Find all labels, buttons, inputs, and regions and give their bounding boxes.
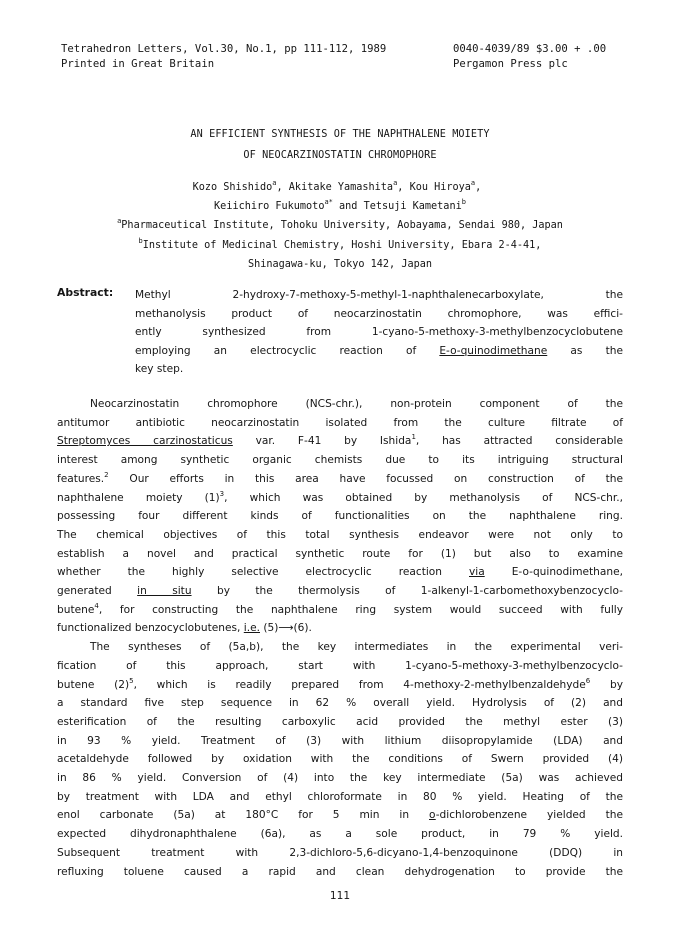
author-separator: , xyxy=(475,182,488,193)
text-line: Streptomyces carzinostaticus var. F-41 by Ishida$^1$, has attracted considerable xyxy=(57,433,624,448)
body-text xyxy=(57,395,623,881)
article-title xyxy=(0,124,680,166)
affiliation-b-sup: b xyxy=(138,236,143,245)
abstract-text xyxy=(135,286,623,379)
text-line: Neocarzinostatin chromophore (NCS-chr.), non-protein component of the xyxy=(90,398,623,410)
text-line: generated in situ by the thermolysis of 1-alkenyl-1-carbomethoxybenzocyclo- xyxy=(57,585,623,598)
text-line: establish a novel and practical synthetic route for (1) but also to examine xyxy=(57,547,623,560)
reference-mark: 4 xyxy=(94,601,99,610)
text-line: The syntheses of (5a,b), the key intermediates in the experimental veri- xyxy=(90,641,623,654)
affiliation-b-cont: Shinagawa-ku, Tokyo 142, Japan xyxy=(247,259,432,270)
abstract-line: methanolysis product of neocarzinostatin chromophore, was effici- xyxy=(135,307,623,320)
journal-line: Tetrahedron Letters, Vol.30, No.1, pp 111-112, 1989 xyxy=(61,43,387,55)
text-line: naphthalene moiety $(1)^3$, which was obtained by methanolysis of NCS-chr., xyxy=(57,489,624,504)
text-line: interest among synthetic organic chemists due to its intriguing structural xyxy=(57,454,623,467)
affiliation-a: Pharmaceutical Institute, Tohoku University, Aobayama, Sendai 980, Japan xyxy=(121,220,563,231)
text-line: expected dihydronaphthalene (6a), as a sole product, in 79 % yield. xyxy=(57,828,623,841)
affiliation-b: Institute of Medicinal Chemistry, Hoshi University, Ebara 2-4-41, xyxy=(142,239,542,251)
author-name: Kou Hiroya xyxy=(409,182,471,193)
text-line: features.$^2$ Our efforts in this area have focussed on construction of the xyxy=(57,470,623,485)
text-line: fication of this approach, start with 1-cyano-5-methoxy-3-methylbenzocyclo- xyxy=(57,659,623,672)
author-sup: a xyxy=(272,179,277,187)
author-sup: a* xyxy=(324,198,333,206)
abstract-line: ently synthesized from 1-cyano-5-methoxy-3-methylbenzocyclobutene xyxy=(135,326,623,338)
text-line: antitumor antibiotic neocarzinostatin isolated from the culture filtrate of xyxy=(57,416,623,429)
publisher-info xyxy=(453,42,606,72)
publisher-line: Pergamon Press plc xyxy=(453,58,568,70)
underlined-term: o xyxy=(429,809,436,822)
reference-mark: 2 xyxy=(104,470,109,479)
text-line: functionalized benzocyclobutenes, i.e. (5)⟶(6). xyxy=(57,622,312,635)
underlined-term: i.e. xyxy=(243,622,260,635)
abstract-line: employing an electrocyclic reaction of E-o-quinodimethane as the xyxy=(135,344,623,357)
abstract-label: Abstract: xyxy=(57,286,114,299)
reference-mark: 1 xyxy=(411,433,416,442)
author-name: Keiichiro Fukumoto xyxy=(214,201,325,212)
text-line: butene$^4$, for constructing the naphthalene ring system would succeed with fully xyxy=(57,601,623,616)
reference-mark: 6 xyxy=(585,676,591,685)
title-line-1: AN EFFICIENT SYNTHESIS OF THE NAPHTHALENE MOIETY xyxy=(190,129,490,140)
author-sup: b xyxy=(461,198,466,206)
reference-mark: 5 xyxy=(129,676,134,685)
affiliation-a-sup: a xyxy=(117,217,122,225)
author-separator: , xyxy=(397,182,410,193)
text-line: possessing four different kinds of functionalities on the naphthalene ring. xyxy=(57,510,623,523)
text-line: in 93 % yield. Treatment of (3) with lithium diisopropylamide (LDA) and xyxy=(57,734,623,747)
text-line: in 86 % yield. Conversion of (4) into the key intermediate (5a) was achieved xyxy=(57,772,623,785)
text-line: whether the highly selective electrocyclic reaction via E-o-quinodimethane, xyxy=(57,566,623,579)
abstract-line: Methyl 2-hydroxy-7-methoxy-5-methyl-1-naphthalenecarboxylate, the xyxy=(135,289,623,301)
underlined-term: in situ xyxy=(137,585,192,598)
reference-mark: 3 xyxy=(219,489,225,498)
text-line: esterification of the resulting carboxylic acid provided the methyl ester (3) xyxy=(57,715,623,728)
text-line: The chemical objectives of this total synthesis endeavor were not only to xyxy=(57,528,623,541)
author-name: Akitake Yamashita xyxy=(288,182,394,193)
text-line: a standard five step sequence in 62 % overall yield. Hydrolysis of (2) and xyxy=(57,697,623,710)
abstract-line: key step. xyxy=(135,363,184,375)
text-line: Subsequent treatment with 2,3-dichloro-5,6-dicyano-1,4-benzoquinone (DDQ) in xyxy=(57,846,623,859)
author-name: Tetsuji Kametani xyxy=(363,201,462,212)
text-line: acetaldehyde followed by oxidation with the conditions of Swern provided (4) xyxy=(57,753,623,766)
author-name: Kozo Shishido xyxy=(192,182,273,193)
underlined-term: E-o-quinodimethane xyxy=(439,344,548,357)
author-separator: , xyxy=(276,182,289,193)
journal-citation xyxy=(61,42,386,72)
affiliations xyxy=(0,216,680,275)
printed-line: Printed in Great Britain xyxy=(61,58,215,70)
author-sup: a xyxy=(470,179,476,187)
author-sup: a xyxy=(393,179,398,187)
issn-line: 0040-4039/89 $3.00 + .00 xyxy=(453,43,607,55)
text-line: refluxing toluene caused a rapid and clean dehydrogenation to provide the xyxy=(57,865,623,878)
author-list xyxy=(0,178,680,216)
organism-name: Streptomyces carzinostaticus xyxy=(57,435,233,448)
page-number: 111 xyxy=(329,890,351,902)
author-and: and xyxy=(339,201,358,212)
title-line-2: OF NEOCARZINOSTATIN CHROMOPHORE xyxy=(243,150,437,161)
text-line: by treatment with LDA and ethyl chloroformate in 80 % yield. Heating of the xyxy=(57,790,623,803)
text-line: enol carbonate (5a) at 180°C for 5 min in o-dichlorobenzene yielded the xyxy=(57,809,623,822)
underlined-term: via xyxy=(469,566,485,579)
text-line: butene $(2)^5$, which is readily prepared from 4-methoxy-2-methylbenzaldehyde$^6$ by xyxy=(57,676,623,691)
